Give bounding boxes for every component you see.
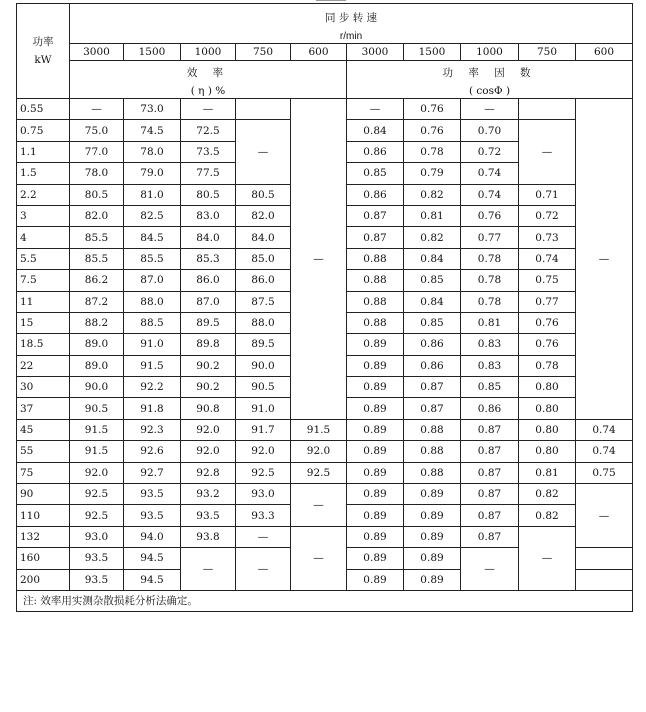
efficiency-cell: 73.0 (124, 99, 181, 120)
power-factor-cell: 0.75 (576, 462, 633, 483)
efficiency-cell: 86.0 (236, 270, 291, 291)
efficiency-cell: 92.7 (124, 462, 181, 483)
power-factor-cell: 0.84 (347, 120, 404, 141)
efficiency-cell: 89.5 (181, 312, 236, 333)
power-cell: 18.5 (17, 334, 70, 355)
efficiency-cell: 88.2 (70, 312, 124, 333)
power-factor-cell: 0.86 (404, 334, 461, 355)
efficiency-cell: — (291, 526, 347, 590)
efficiency-cell: 82.0 (70, 205, 124, 226)
efficiency-cell: 83.0 (181, 205, 236, 226)
efficiency-cell: 92.5 (70, 484, 124, 505)
efficiency-cell: 87.2 (70, 291, 124, 312)
efficiency-cell: 91.7 (236, 419, 291, 440)
power-factor-cell: 0.73 (519, 227, 576, 248)
power-factor-cell: 0.89 (347, 526, 404, 547)
speed-unit: r/min (70, 30, 633, 44)
power-factor-cell (519, 99, 576, 120)
power-factor-cell: 0.89 (404, 526, 461, 547)
power-factor-cell: 0.81 (461, 312, 519, 333)
power-factor-cell: 0.81 (404, 205, 461, 226)
efficiency-cell: — (181, 99, 236, 120)
power-factor-cell: — (461, 99, 519, 120)
power-factor-cell: 0.80 (519, 419, 576, 440)
power-factor-cell: 0.74 (461, 163, 519, 184)
power-factor-cell: 0.89 (404, 484, 461, 505)
power-unit: kW (34, 54, 52, 66)
efficiency-cell: 93.5 (181, 505, 236, 526)
efficiency-cell: 94.5 (124, 569, 181, 590)
power-factor-cell: 0.88 (404, 441, 461, 462)
efficiency-cell: 73.5 (181, 141, 236, 162)
power-factor-cell: 0.70 (461, 120, 519, 141)
power-factor-cell: 0.89 (347, 398, 404, 419)
power-cell: 132 (17, 526, 70, 547)
efficiency-cell: 92.0 (181, 419, 236, 440)
power-factor-cell: 0.78 (404, 141, 461, 162)
power-factor-cell: 0.84 (404, 248, 461, 269)
power-cell: 90 (17, 484, 70, 505)
efficiency-cell: 89.8 (181, 334, 236, 355)
efficiency-cell: 84.5 (124, 227, 181, 248)
power-factor-cell: 0.80 (519, 441, 576, 462)
power-factor-cell: 0.82 (404, 184, 461, 205)
efficiency-cell: 92.2 (124, 377, 181, 398)
power-cell: 75 (17, 462, 70, 483)
power-cell: 5.5 (17, 248, 70, 269)
power-cell: 200 (17, 569, 70, 590)
power-cell: 15 (17, 312, 70, 333)
power-factor-cell: 0.82 (404, 227, 461, 248)
efficiency-cell: 90.2 (181, 377, 236, 398)
power-cell: 1.1 (17, 141, 70, 162)
efficiency-cell: 92.0 (291, 441, 347, 462)
power-factor-cell: 0.88 (404, 462, 461, 483)
power-factor-cell: 0.80 (519, 398, 576, 419)
efficiency-cell: 90.0 (236, 355, 291, 376)
power-cell: 7.5 (17, 270, 70, 291)
power-factor-cell: 0.76 (519, 334, 576, 355)
power-factor-cell: 0.71 (519, 184, 576, 205)
efficiency-cell: — (236, 526, 291, 547)
efficiency-cell (236, 99, 291, 120)
power-factor-cell: 0.78 (461, 248, 519, 269)
power-factor-cell: 0.89 (347, 377, 404, 398)
efficiency-cell: 88.0 (124, 291, 181, 312)
power-factor-cell: 0.72 (519, 205, 576, 226)
power-cell: 1.5 (17, 163, 70, 184)
power-factor-cell (576, 548, 633, 569)
speed-cell: 600 (291, 44, 347, 61)
power-factor-cell: 0.72 (461, 141, 519, 162)
efficiency-cell: 85.5 (70, 248, 124, 269)
power-factor-cell: — (347, 99, 404, 120)
power-factor-cell: 0.79 (404, 163, 461, 184)
efficiency-cell: 92.0 (181, 441, 236, 462)
power-factor-cell: 0.81 (519, 462, 576, 483)
power-factor-cell: 0.87 (461, 505, 519, 526)
power-factor-cell: 0.85 (404, 312, 461, 333)
power-factor-cell: 0.85 (461, 377, 519, 398)
efficiency-cell: 91.5 (70, 419, 124, 440)
power-factor-cell: 0.87 (461, 441, 519, 462)
power-factor-cell: 0.80 (519, 377, 576, 398)
power-factor-cell: 0.88 (404, 419, 461, 440)
table-row (17, 526, 633, 547)
efficiency-cell: 85.5 (124, 248, 181, 269)
speed-cell: 1500 (404, 44, 461, 61)
table-row (17, 99, 633, 120)
speed-cell: 3000 (70, 44, 124, 61)
efficiency-cell: 87.0 (181, 291, 236, 312)
power-cell: 4 (17, 227, 70, 248)
speed-cell: 1000 (461, 44, 519, 61)
power-factor-cell: 0.74 (576, 441, 633, 462)
power-cell: 45 (17, 419, 70, 440)
power-factor-cell: 0.85 (404, 270, 461, 291)
efficiency-cell: 91.5 (124, 355, 181, 376)
power-factor-cell: 0.87 (461, 526, 519, 547)
power-factor-cell: 0.75 (519, 270, 576, 291)
efficiency-cell: 74.5 (124, 120, 181, 141)
power-factor-cell: 0.76 (519, 312, 576, 333)
efficiency-cell: 78.0 (70, 163, 124, 184)
power-factor-cell: 0.78 (461, 270, 519, 291)
efficiency-cell: 93.0 (70, 526, 124, 547)
power-factor-cell: 0.89 (347, 355, 404, 376)
efficiency-cell: 77.5 (181, 163, 236, 184)
efficiency-cell: 92.6 (124, 441, 181, 462)
efficiency-cell: 90.0 (70, 377, 124, 398)
efficiency-cell: 80.5 (236, 184, 291, 205)
efficiency-cell: — (181, 548, 236, 591)
power-factor-cell: 0.87 (347, 227, 404, 248)
table-note: 注: 效率用实测杂散损耗分析法确定。 (17, 590, 633, 611)
power-factor-cell: 0.87 (404, 377, 461, 398)
efficiency-cell: 92.5 (236, 462, 291, 483)
power-factor-cell: 0.88 (347, 291, 404, 312)
efficiency-cell: 84.0 (181, 227, 236, 248)
page-top-mark (316, 0, 346, 5)
efficiency-cell: 93.2 (181, 484, 236, 505)
efficiency-cell: 93.5 (70, 569, 124, 590)
efficiency-cell: 81.0 (124, 184, 181, 205)
power-factor-cell: 0.78 (461, 291, 519, 312)
power-factor-cell: 0.74 (461, 184, 519, 205)
efficiency-cell: 78.0 (124, 141, 181, 162)
efficiency-cell: 93.0 (236, 484, 291, 505)
power-factor-cell: — (576, 99, 633, 420)
power-factor-cell: 0.87 (347, 205, 404, 226)
efficiency-cell: 88.5 (124, 312, 181, 333)
efficiency-cell: 85.5 (70, 227, 124, 248)
efficiency-cell: 90.5 (236, 377, 291, 398)
motor-performance-table (16, 3, 633, 612)
power-cell: 2.2 (17, 184, 70, 205)
power-factor-header: 功 率 因 数 (347, 61, 633, 84)
power-factor-cell: 0.86 (347, 141, 404, 162)
power-cell: 11 (17, 291, 70, 312)
efficiency-header: 效 率 (70, 61, 347, 84)
efficiency-cell: 80.5 (181, 184, 236, 205)
document-page (16, 3, 632, 612)
efficiency-cell: 84.0 (236, 227, 291, 248)
power-cell: 22 (17, 355, 70, 376)
efficiency-cell: 90.8 (181, 398, 236, 419)
power-factor-cell: 0.87 (461, 419, 519, 440)
power-factor-cell: 0.77 (519, 291, 576, 312)
power-factor-cell: 0.82 (519, 484, 576, 505)
power-factor-cell: 0.88 (347, 270, 404, 291)
efficiency-cell: 90.5 (70, 398, 124, 419)
efficiency-cell: 92.5 (70, 505, 124, 526)
power-factor-cell (576, 569, 633, 590)
efficiency-cell: 93.5 (124, 484, 181, 505)
power-cell: 160 (17, 548, 70, 569)
power-factor-cell: — (576, 484, 633, 548)
efficiency-cell: 89.0 (70, 334, 124, 355)
power-factor-cell: 0.89 (347, 484, 404, 505)
efficiency-cell: 87.0 (124, 270, 181, 291)
speed-cell: 750 (519, 44, 576, 61)
power-cell: 55 (17, 441, 70, 462)
efficiency-cell: 92.8 (181, 462, 236, 483)
power-factor-cell: 0.86 (347, 184, 404, 205)
power-factor-symbol: ( cosΦ ) (347, 83, 633, 99)
table-row (17, 484, 633, 505)
efficiency-cell: 94.5 (124, 548, 181, 569)
power-factor-cell: 0.89 (347, 334, 404, 355)
efficiency-cell: 89.5 (236, 334, 291, 355)
efficiency-cell: 82.5 (124, 205, 181, 226)
efficiency-cell: 85.3 (181, 248, 236, 269)
efficiency-cell: — (291, 99, 347, 420)
power-factor-cell: 0.82 (519, 505, 576, 526)
efficiency-cell: 80.5 (70, 184, 124, 205)
power-header (17, 4, 70, 99)
power-factor-cell: 0.84 (404, 291, 461, 312)
power-factor-cell: 0.87 (461, 462, 519, 483)
power-factor-cell: 0.86 (461, 398, 519, 419)
power-factor-cell: 0.88 (347, 312, 404, 333)
power-factor-cell: 0.89 (347, 462, 404, 483)
power-factor-cell: 0.77 (461, 227, 519, 248)
speed-cell: 1500 (124, 44, 181, 61)
power-cell: 30 (17, 377, 70, 398)
speed-cell: 750 (236, 44, 291, 61)
power-factor-cell: 0.74 (576, 419, 633, 440)
table-body (17, 99, 633, 591)
speed-cell: 1000 (181, 44, 236, 61)
efficiency-cell: 93.5 (124, 505, 181, 526)
power-label: 功率 (32, 36, 54, 48)
efficiency-cell: 72.5 (181, 120, 236, 141)
power-factor-cell: 0.74 (519, 248, 576, 269)
power-factor-cell: 0.86 (404, 355, 461, 376)
efficiency-cell: 82.0 (236, 205, 291, 226)
efficiency-cell: — (236, 120, 291, 184)
power-factor-cell: 0.78 (519, 355, 576, 376)
power-factor-cell: 0.89 (347, 569, 404, 590)
efficiency-cell: 91.5 (291, 419, 347, 440)
efficiency-cell: 87.5 (236, 291, 291, 312)
efficiency-cell: 86.0 (181, 270, 236, 291)
efficiency-cell: 91.8 (124, 398, 181, 419)
efficiency-cell: 92.0 (70, 462, 124, 483)
efficiency-cell: 86.2 (70, 270, 124, 291)
efficiency-cell: 92.5 (291, 462, 347, 483)
power-factor-cell: 0.83 (461, 334, 519, 355)
efficiency-cell: 77.0 (70, 141, 124, 162)
speed-cell: 600 (576, 44, 633, 61)
power-factor-cell: 0.89 (347, 441, 404, 462)
efficiency-cell: 79.0 (124, 163, 181, 184)
table-row (17, 441, 633, 462)
power-factor-cell: 0.89 (404, 569, 461, 590)
power-factor-cell: 0.87 (404, 398, 461, 419)
table-row (17, 419, 633, 440)
efficiency-cell: — (70, 99, 124, 120)
power-factor-cell: 0.87 (461, 484, 519, 505)
efficiency-cell: 91.0 (124, 334, 181, 355)
power-cell: 0.55 (17, 99, 70, 120)
power-factor-cell: — (519, 120, 576, 184)
power-cell: 0.75 (17, 120, 70, 141)
efficiency-symbol: ( η ) % (70, 83, 347, 99)
power-factor-cell: 0.89 (347, 419, 404, 440)
power-factor-cell: 0.89 (347, 548, 404, 569)
power-factor-cell: 0.85 (347, 163, 404, 184)
power-cell: 3 (17, 205, 70, 226)
efficiency-cell: 88.0 (236, 312, 291, 333)
power-factor-cell: 0.76 (404, 120, 461, 141)
power-factor-cell: 0.76 (404, 99, 461, 120)
efficiency-cell: 91.0 (236, 398, 291, 419)
power-factor-cell: — (519, 526, 576, 590)
power-cell: 110 (17, 505, 70, 526)
efficiency-cell: — (291, 484, 347, 527)
power-factor-cell: — (461, 548, 519, 591)
efficiency-cell: 94.0 (124, 526, 181, 547)
power-factor-cell: 0.83 (461, 355, 519, 376)
power-factor-cell: 0.76 (461, 205, 519, 226)
sync-speed-header: 同 步 转 速 (70, 4, 633, 31)
power-cell: 37 (17, 398, 70, 419)
efficiency-cell: — (236, 548, 291, 591)
efficiency-cell: 92.3 (124, 419, 181, 440)
table-row (17, 462, 633, 483)
efficiency-cell: 85.0 (236, 248, 291, 269)
efficiency-cell: 75.0 (70, 120, 124, 141)
power-factor-cell: 0.88 (347, 248, 404, 269)
efficiency-cell: 91.5 (70, 441, 124, 462)
efficiency-cell: 93.8 (181, 526, 236, 547)
power-factor-cell: 0.89 (404, 505, 461, 526)
efficiency-cell: 90.2 (181, 355, 236, 376)
power-factor-cell: 0.89 (404, 548, 461, 569)
efficiency-cell: 89.0 (70, 355, 124, 376)
power-factor-cell: 0.89 (347, 505, 404, 526)
efficiency-cell: 93.3 (236, 505, 291, 526)
efficiency-cell: 93.5 (70, 548, 124, 569)
speed-cell: 3000 (347, 44, 404, 61)
efficiency-cell: 92.0 (236, 441, 291, 462)
